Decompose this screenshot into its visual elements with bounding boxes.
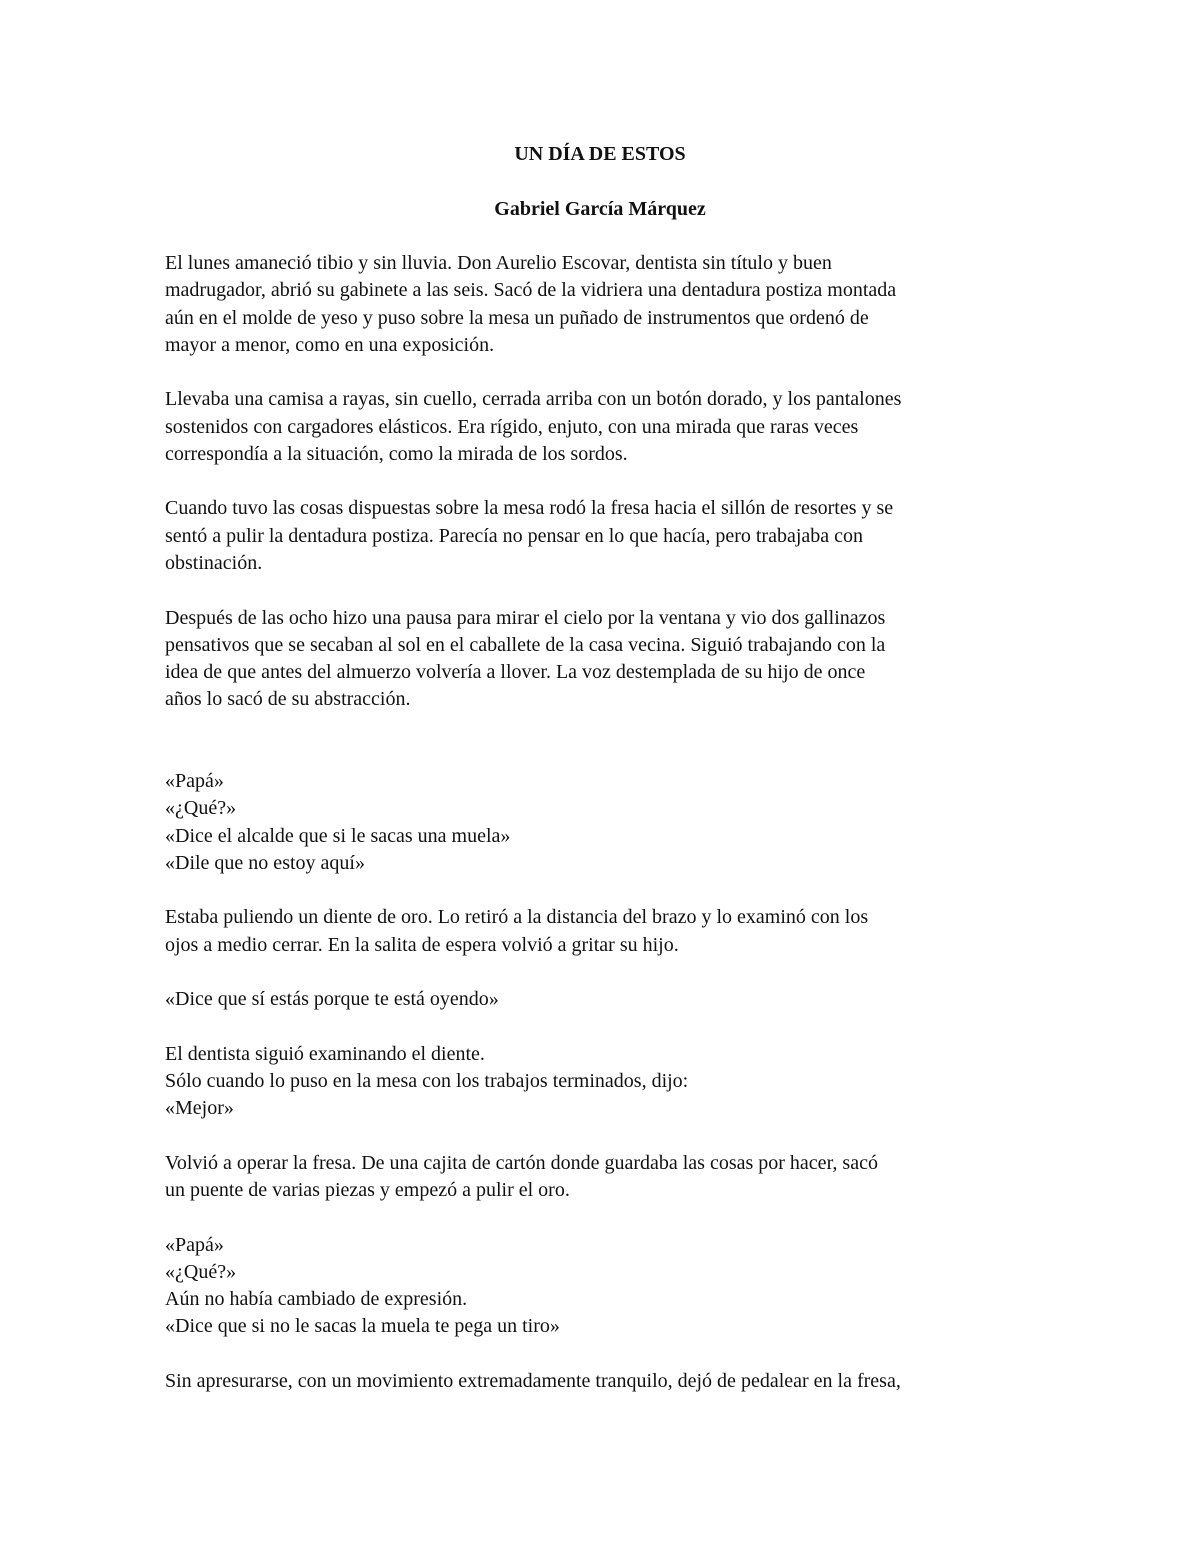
text-line: Estaba puliendo un diente de oro. Lo retiró a la distancia del brazo y lo examinó con los xyxy=(165,906,869,929)
text-line: madrugador, abrió su gabinete a las seis. Sacó de la vidriera una dentadura postiza montada xyxy=(165,279,897,302)
text-line: un puente de varias piezas y empezó a pulir el oro. xyxy=(165,1179,570,1202)
text-line: «Dice que sí estás porque te está oyendo» xyxy=(165,988,499,1011)
text-line: «Dile que no estoy aquí» xyxy=(165,851,365,874)
text-line: Volvió a operar la fresa. De una cajita de cartón donde guardaba las cosas por hacer, sacó xyxy=(165,1151,878,1174)
text-line: Llevaba una camisa a rayas, sin cuello, cerrada arriba con un botón dorado, y los pantalones xyxy=(165,388,902,411)
text-line: obstinación. xyxy=(165,551,263,574)
text-line: El dentista siguió examinando el diente. xyxy=(165,1042,485,1065)
author-name: Gabriel García Márquez xyxy=(494,197,706,220)
text-line: ojos a medio cerrar. En la salita de espera volvió a gritar su hijo. xyxy=(165,933,679,956)
text-line: «Dice que si no le sacas la muela te pega un tiro» xyxy=(165,1315,560,1338)
blank-line xyxy=(165,1123,1045,1150)
text-line: Aún no había cambiado de expresión. xyxy=(165,1288,468,1311)
paragraph xyxy=(165,986,1045,1013)
text-line: Cuando tuvo las cosas dispuestas sobre la mesa rodó la fresa hacia el sillón de resortes y se xyxy=(165,497,894,520)
paragraph xyxy=(165,768,1045,877)
blank-line xyxy=(165,714,1045,741)
text-line: Sin apresurarse, con un movimiento extremadamente tranquilo, dejó de pedalear en la fresa, xyxy=(165,1369,901,1392)
text-line: años lo sacó de su abstracción. xyxy=(165,688,411,711)
blank-line xyxy=(165,359,1045,386)
paragraph xyxy=(165,1368,1045,1395)
paragraph xyxy=(165,1150,1045,1205)
paragraph xyxy=(165,904,1045,959)
text-line: sentó a pulir la dentadura postiza. Parecía no pensar en lo que hacía, pero trabajaba con xyxy=(165,524,864,547)
paragraph xyxy=(165,605,1045,714)
blank-line xyxy=(165,468,1045,495)
blank-line xyxy=(165,1204,1045,1231)
text-line: «Mejor» xyxy=(165,1097,234,1120)
text-line: mayor a menor, como en una exposición. xyxy=(165,333,495,356)
paragraph xyxy=(165,495,1045,577)
text-line: «Papá» xyxy=(165,770,224,793)
text-line: «Papá» xyxy=(165,1233,224,1256)
paragraph xyxy=(165,1232,1045,1341)
paragraph xyxy=(165,386,1045,468)
text-line: aún en el molde de yeso y puso sobre la mesa un puñado de instrumentos que ordenó de xyxy=(165,306,869,329)
blank-line xyxy=(165,223,1045,250)
paragraph xyxy=(165,250,1045,359)
story-title: UN DÍA DE ESTOS xyxy=(514,143,686,165)
text-line: correspondía a la situación, como la mirada de los sordos. xyxy=(165,442,628,465)
text-line: Sólo cuando lo puso en la mesa con los trabajos terminados, dijo: xyxy=(165,1070,689,1093)
story-body xyxy=(165,250,1045,1395)
blank-line xyxy=(165,959,1045,986)
text-line: «¿Qué?» xyxy=(165,1260,237,1283)
blank-line xyxy=(165,1014,1045,1041)
document-page xyxy=(165,141,1045,1395)
text-line: sostenidos con cargadores elásticos. Era rígido, enjuto, con una mirada que raras veces xyxy=(165,415,859,438)
text-line: «Dice el alcalde que si le sacas una muela» xyxy=(165,824,511,847)
blank-line xyxy=(165,877,1045,904)
paragraph xyxy=(165,1041,1045,1123)
blank-line xyxy=(165,1341,1045,1368)
blank-line xyxy=(165,168,1045,195)
text-line: Después de las ocho hizo una pausa para mirar el cielo por la ventana y vio dos gallinazos xyxy=(165,606,886,629)
text-line: pensativos que se secaban al sol en el caballete de la casa vecina. Siguió trabajando con la xyxy=(165,633,886,656)
blank-line xyxy=(165,577,1045,604)
text-line: idea de que antes del almuerzo volvería a llover. La voz destemplada de su hijo de once xyxy=(165,661,866,684)
blank-line xyxy=(165,741,1045,768)
text-line: «¿Qué?» xyxy=(165,797,237,820)
text-line: El lunes amaneció tibio y sin lluvia. Don Aurelio Escovar, dentista sin título y buen xyxy=(165,252,832,275)
